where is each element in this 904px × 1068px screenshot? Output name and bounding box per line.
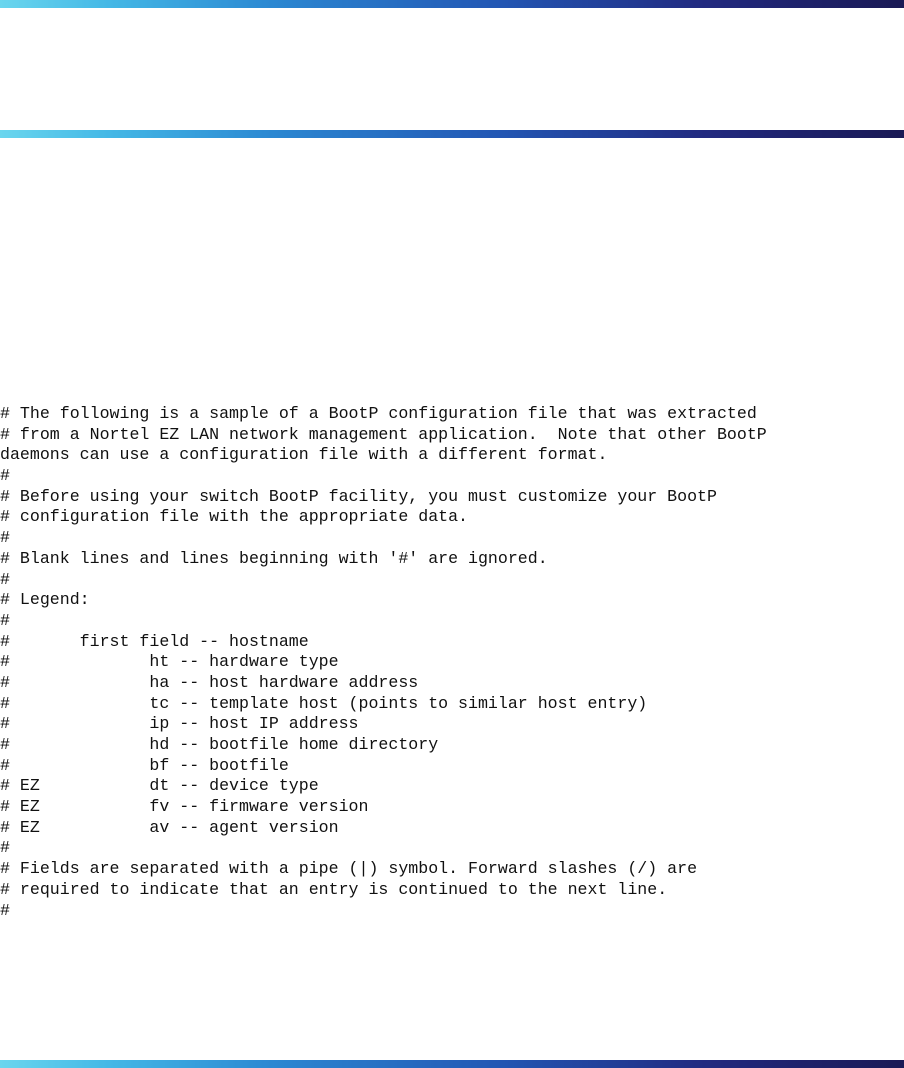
code-line: # EZ av -- agent version [0,817,339,837]
code-line: # [0,838,10,858]
code-line: # tc -- template host (points to similar host entry) [0,693,648,713]
code-line: daemons can use a configuration file with a different format. [0,445,608,465]
code-line: # required to indicate that an entry is continued to the next line. [0,879,668,899]
code-line: # [0,610,10,630]
code-line: # EZ fv -- firmware version [0,797,369,817]
code-line: # Blank lines and lines beginning with '#' are ignored. [0,548,548,568]
header-rule [0,0,904,8]
code-line: # ha -- host hardware address [0,672,419,692]
code-line: # [0,900,10,920]
code-line: # [0,528,10,548]
code-line: # configuration file with the appropriate data. [0,507,469,527]
code-line: # ip -- host IP address [0,714,359,734]
footer-rule [0,1060,904,1068]
code-line: # [0,466,10,486]
code-line: # first field -- hostname [0,631,309,651]
bootp-config-sample [0,404,900,921]
code-line: # hd -- bootfile home directory [0,735,439,754]
code-line: # Before using your switch BootP facility, you must customize your BootP [0,486,717,506]
header-divider-rule [0,130,904,138]
code-line: # Fields are separated with a pipe (|) symbol. Forward slashes (/) are [0,859,698,879]
code-line: # ht -- hardware type [0,652,339,672]
code-line: # [0,569,10,589]
code-line: # bf -- bootfile [0,755,289,775]
code-line: # Legend: [0,590,90,610]
code-line: # from a Nortel EZ LAN network management application. Note that other BootP [0,424,767,444]
code-line: # The following is a sample of a BootP configuration file that was extracted [0,404,757,423]
code-line: # EZ dt -- device type [0,776,319,796]
